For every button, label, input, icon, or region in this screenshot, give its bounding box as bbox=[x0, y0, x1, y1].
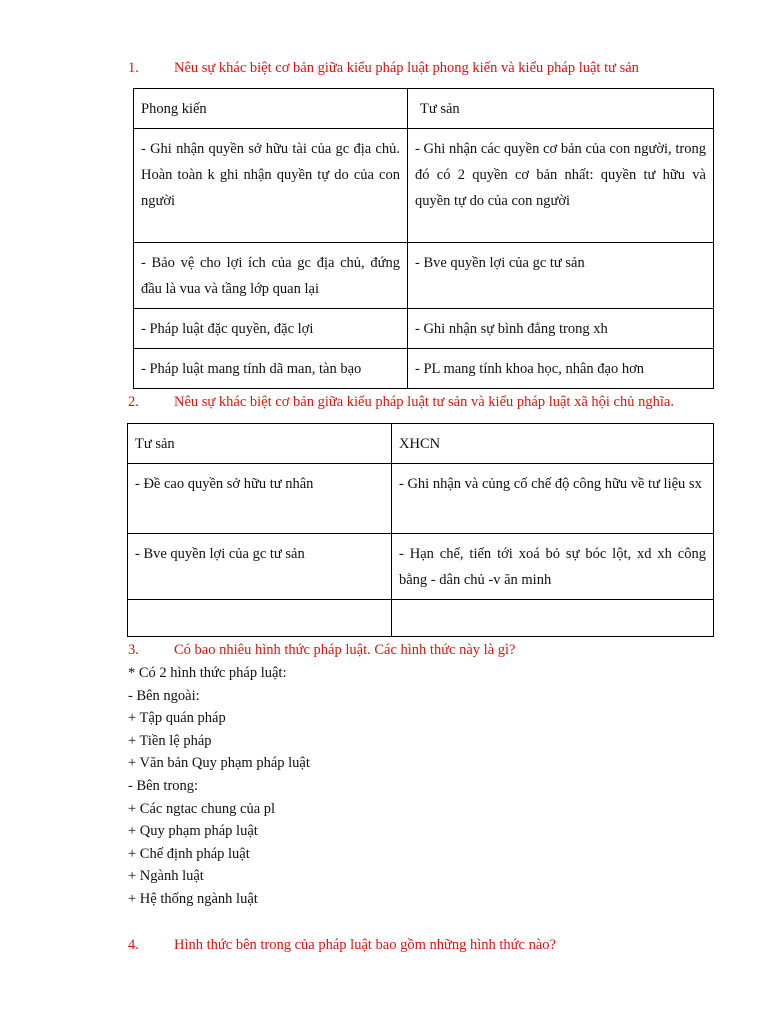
answer-line: + Tập quán pháp bbox=[128, 710, 226, 726]
table-cell: - PL mang tính khoa học, nhân đạo hơn bbox=[408, 349, 714, 389]
table-cell: - Ghi nhận sự bình đẳng trong xh bbox=[408, 309, 714, 349]
answer-line: + Chế định pháp luật bbox=[128, 846, 250, 862]
table-bourgeois-vs-socialist bbox=[127, 423, 714, 637]
answer-line: + Tiền lệ pháp bbox=[128, 733, 212, 749]
table-row bbox=[134, 129, 714, 243]
answer-line: + Hệ thống ngành luật bbox=[128, 891, 258, 907]
question-2 bbox=[128, 394, 674, 411]
question-1-text: Nêu sự khác biệt cơ bản giữa kiểu pháp luật phong kiến và kiểu pháp luật tư sản bbox=[174, 60, 639, 76]
table-cell: - Pháp luật mang tính dã man, tàn bạo bbox=[134, 349, 408, 389]
table-row bbox=[128, 534, 714, 600]
table-cell: - Bve quyền lợi của gc tư sản bbox=[408, 243, 714, 309]
table-cell: - Bảo vệ cho lợi ích của gc địa chủ, đứng đầu là vua và tầng lớp quan lại bbox=[134, 243, 408, 309]
question-3-number: 3. bbox=[128, 642, 139, 658]
question-2-number: 2. bbox=[128, 394, 139, 410]
table-row bbox=[128, 600, 714, 637]
answer-line: - Bên trong: bbox=[128, 778, 199, 794]
question-3 bbox=[128, 642, 516, 659]
question-4-number: 4. bbox=[128, 937, 139, 953]
table-cell: - Đề cao quyền sở hữu tư nhân bbox=[128, 464, 392, 534]
answer-line: + Quy phạm pháp luật bbox=[128, 823, 258, 839]
table-header-cell: XHCN bbox=[392, 424, 714, 464]
table-row bbox=[134, 309, 714, 349]
table-cell: - Ghi nhận quyền sở hữu tài của gc địa chủ. Hoàn toàn k ghi nhận quyền tự do của con người bbox=[134, 129, 408, 243]
table-header-row bbox=[134, 89, 714, 129]
table-cell: - Hạn chế, tiến tới xoá bỏ sự bóc lột, xd xh công bằng - dân chủ -v ăn minh bbox=[392, 534, 714, 600]
answer-line: - Bên ngoài: bbox=[128, 688, 200, 704]
question-1-number: 1. bbox=[128, 60, 139, 76]
table-cell: - Pháp luật đặc quyền, đặc lợi bbox=[134, 309, 408, 349]
table-cell: - Bve quyền lợi của gc tư sản bbox=[128, 534, 392, 600]
question-4 bbox=[128, 937, 556, 954]
table-cell: - Ghi nhận các quyền cơ bản của con người, trong đó có 2 quyền cơ bản nhất: quyền tư hữu và quyền tự do của con người bbox=[408, 129, 714, 243]
table-row bbox=[134, 243, 714, 309]
table-header-cell: Tư sản bbox=[128, 424, 392, 464]
table-cell bbox=[392, 600, 714, 637]
table-header-cell: Tư sản bbox=[408, 89, 714, 129]
table-header-cell: Phong kiến bbox=[134, 89, 408, 129]
question-1 bbox=[128, 60, 639, 77]
question-2-text: Nêu sự khác biệt cơ bản giữa kiểu pháp luật tư sản và kiểu pháp luật xã hội chủ nghĩa. bbox=[174, 394, 674, 410]
table-row bbox=[128, 464, 714, 534]
question-4-text: Hình thức bên trong của pháp luật bao gồm những hình thức nào? bbox=[174, 937, 556, 953]
table-feudal-vs-bourgeois bbox=[133, 88, 714, 389]
question-3-text: Có bao nhiêu hình thức pháp luật. Các hình thức này là gì? bbox=[174, 642, 516, 658]
answer-line: + Các ngtac chung của pl bbox=[128, 801, 276, 817]
answer-line: + Văn bản Quy phạm pháp luật bbox=[128, 755, 310, 771]
table-header-row bbox=[128, 424, 714, 464]
table-cell: - Ghi nhận và củng cố chế độ công hữu về tư liệu sx bbox=[392, 464, 714, 534]
answer-line: + Ngành luật bbox=[128, 868, 204, 884]
answer-line: * Có 2 hình thức pháp luật: bbox=[128, 665, 287, 681]
table-cell bbox=[128, 600, 392, 637]
table-row bbox=[134, 349, 714, 389]
